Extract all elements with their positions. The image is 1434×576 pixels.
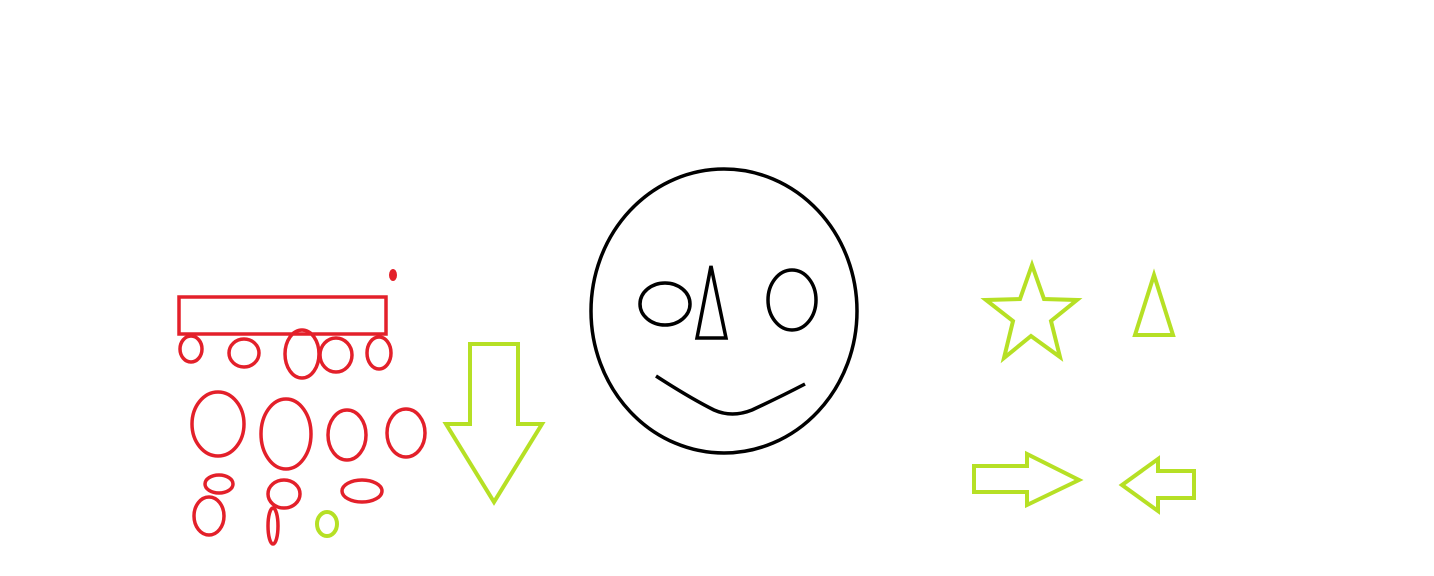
red-ellipse [285, 330, 319, 378]
red-ellipse [180, 336, 202, 362]
red-ellipse [229, 339, 259, 367]
red-shape-group [179, 269, 425, 544]
red-ellipse [205, 475, 233, 493]
green-right-arrow [974, 454, 1079, 505]
red-ellipse [268, 480, 300, 508]
red-ellipse [387, 409, 425, 457]
red-ellipse [261, 399, 311, 469]
left-eye [640, 283, 690, 325]
red-ellipse [328, 410, 366, 460]
red-rectangle [179, 297, 386, 334]
green-triangle [1135, 275, 1173, 335]
green-small-ellipse [317, 512, 337, 536]
red-ellipse [342, 480, 382, 502]
smile [656, 376, 805, 414]
red-ellipse [194, 497, 224, 535]
nose-triangle [697, 266, 726, 338]
red-ellipse [192, 392, 244, 456]
red-ellipse [320, 338, 352, 372]
green-star [986, 265, 1077, 358]
right-eye [768, 270, 816, 330]
red-ellipse [268, 508, 278, 544]
red-ellipse [367, 337, 391, 369]
face-circle [591, 169, 857, 453]
red-dot [389, 269, 397, 281]
smiley-face [591, 169, 857, 453]
green-down-arrow [446, 344, 542, 502]
green-left-arrow [1122, 459, 1194, 511]
